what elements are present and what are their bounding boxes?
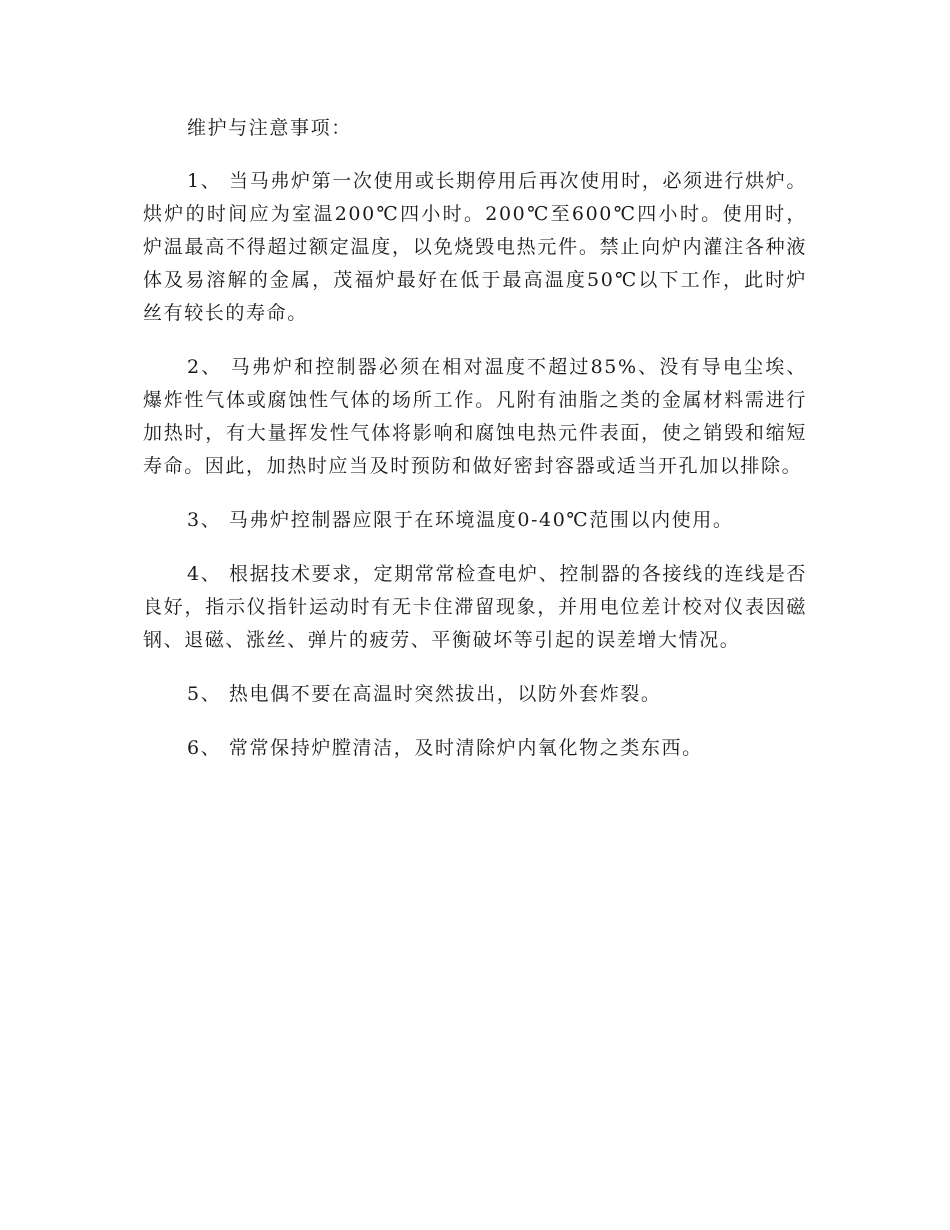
maintenance-item-3: 3、 马弗炉控制器应限于在环境温度0-40℃范围以内使用。	[187, 509, 734, 531]
maintenance-item-6: 6、 常常保持炉膛清洁，及时清除炉内氧化物之类东西。	[187, 737, 703, 759]
document-page	[143, 112, 807, 786]
maintenance-item-2: 2、 马弗炉和控制器必须在相对温度不超过85%、没有导电尘埃、爆炸性气体或腐蚀性气体的场所工作。凡附有油脂之类的金属材料需进行加热时，有大量挥发性气体将影响和腐蚀电热元件表面，使之销毁和缩短寿命。因此，加热时应当及时预防和做好密封容器或适当开孔加以排除。	[143, 356, 807, 477]
maintenance-item-1: 1、 当马弗炉第一次使用或长期停用后再次使用时，必须进行烘炉。烘炉的时间应为室温200℃四小时。200℃至600℃四小时。使用时，炉温最高不得超过额定温度，以免烧毁电热元件。禁止向炉内灌注各种液体及易溶解的金属，茂福炉最好在低于最高温度50℃以下工作，此时炉丝有较长的寿命。	[143, 170, 807, 324]
maintenance-item-4: 4、 根据技术要求，定期常常检查电炉、控制器的各接线的连线是否良好，指示仪指针运动时有无卡住滞留现象，并用电位差计校对仪表因磁钢、退磁、涨丝、弹片的疲劳、平衡破坏等引起的误差增大情况。	[143, 563, 807, 651]
maintenance-item-5: 5、 热电偶不要在高温时突然拔出，以防外套炸裂。	[187, 683, 662, 705]
section-heading: 维护与注意事项：	[187, 117, 352, 139]
